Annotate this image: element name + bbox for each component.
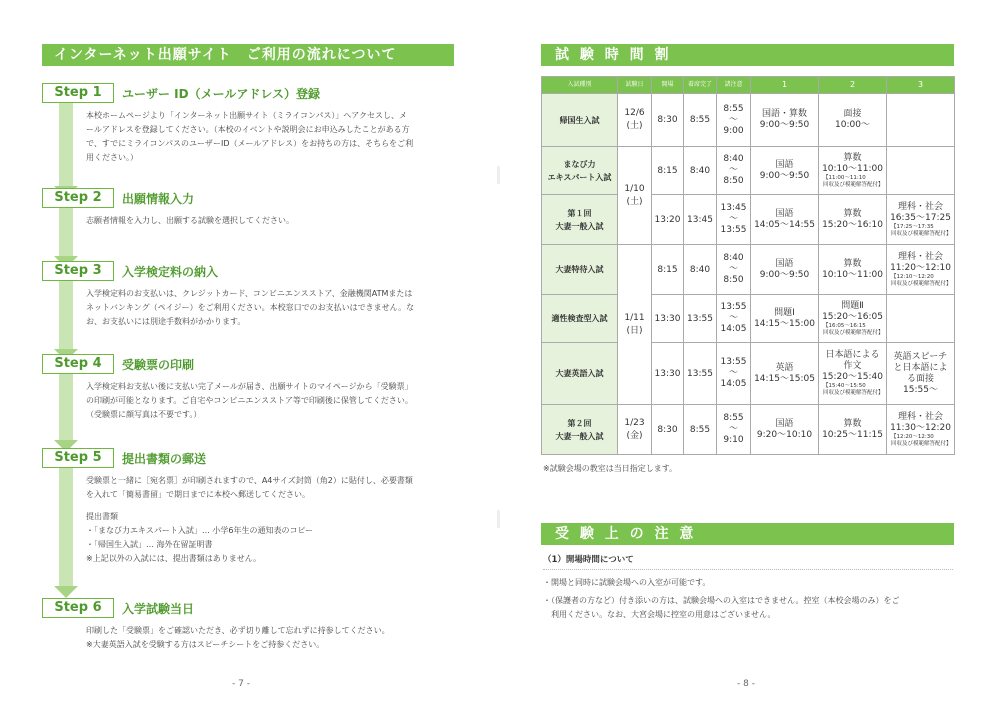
body-line: ※上記以外の入試には、提出書類はありません。 [86, 554, 262, 563]
body-line: の印刷が可能となります。ご自宅やコンビニエンスストア等で印刷後に保管してください。 [86, 396, 413, 405]
exam-type-cell: まなび力 エキスパート入試 [542, 147, 618, 195]
header-cell: 諸注意 [717, 77, 751, 94]
period2-cell [819, 94, 887, 147]
body-line: 提出書類 [86, 512, 118, 521]
seat-time-cell: 8:40 [684, 147, 717, 195]
period2-text: 日本語による 作文 15:20〜15:40 [822, 350, 883, 382]
seat-time-cell: 13:55 [684, 343, 717, 405]
period2-cell [819, 147, 887, 195]
left-page [42, 44, 454, 66]
seat-time-cell: 8:40 [684, 245, 717, 295]
exam-date-cell: 1/11 (日) [618, 245, 652, 405]
exam-date-cell: 1/10 (土) [618, 147, 652, 245]
seat-time-cell: 8:55 [684, 405, 717, 455]
step-5 [42, 448, 454, 566]
page-number-right: - 8 - [737, 679, 755, 689]
body-line: 志願者情報を入力し、出願する試験を選択してください。 [86, 216, 294, 225]
step-4 [42, 354, 454, 422]
notice-time-cell: 8:55 〜 9:00 [717, 94, 751, 147]
header-cell: 1 [751, 77, 819, 94]
open-time-cell: 8:15 [652, 245, 684, 295]
table-row [542, 94, 955, 147]
step-title: 提出書類の郵送 [122, 451, 207, 466]
body-line: 入学検定料お支払い後に支払い完了メールが届き、出願サイトのマイページから「受験票」 [86, 382, 413, 391]
header-cell: 着席完了 [684, 77, 717, 94]
open-time-cell: 8:30 [652, 94, 684, 147]
exam-schedule-table [541, 76, 955, 455]
period2-cell: 算数 10:10〜11:00 [819, 245, 887, 295]
step-body [86, 624, 454, 652]
table-row [542, 195, 955, 245]
period2-text: 面接 10:00〜 [835, 109, 870, 130]
period3-cell [887, 245, 955, 295]
right-page [541, 44, 954, 66]
period2-text: 問題Ⅱ 15:20〜16:05 [822, 300, 883, 322]
step-body [86, 214, 454, 228]
notice-time-cell: 13:45 〜 13:55 [717, 195, 751, 245]
body-line: （受験票に顔写真は不要です。） [86, 410, 202, 419]
page-number-left: - 7 - [232, 679, 250, 689]
period2-cell [819, 295, 887, 343]
step-label: Step 1 [42, 83, 114, 103]
period3-cell [887, 405, 955, 455]
notice-time-cell: 13:55 〜 14:05 [717, 343, 751, 405]
table-row [542, 343, 955, 405]
period2-text: 算数 10:10〜11:00 [822, 152, 883, 174]
step-body [86, 474, 454, 566]
step-body [86, 109, 454, 165]
period3-cell: 英語スピーチ と日本語によ る面接 15:55〜 [887, 343, 955, 405]
exam-type-cell: 大妻英語入試 [542, 343, 618, 405]
period2-cell: 算数 15:20〜16:10 [819, 195, 887, 245]
exam-type-cell: 帰国生入試 [542, 94, 618, 147]
open-time-cell: 13:20 [652, 195, 684, 245]
period3-cell [887, 147, 955, 195]
collection-note: 【16:05〜16:15 回収及び模範解答配付】 [823, 322, 884, 336]
period2-cell [819, 343, 887, 405]
table-note: ※試験会場の教室は当日指定します。 [543, 464, 678, 473]
schedule-banner: 試 験 時 間 割 [541, 44, 954, 66]
step-title: 受験票の印刷 [122, 357, 195, 372]
open-time-cell: 13:30 [652, 343, 684, 405]
step-label: Step 5 [42, 448, 114, 468]
table-header-row [542, 77, 955, 94]
table-row [542, 295, 955, 343]
caution-line: ・開場と同時に試験会場への入室が可能です。 [543, 578, 711, 587]
caution-subheading: （1）開場時間について [543, 553, 953, 570]
body-line: お、お支払いには別途手数料がかかります。 [86, 317, 246, 326]
body-line: 受験票と一緒に［宛名票］が印刷されますので、A4サイズ封筒（角2）に貼付し、必要書類 [86, 476, 413, 485]
step-label: Step 4 [42, 354, 114, 374]
body-line: で、すでにミライコンパスのユーザーID（メールアドレス）をお持ちの方は、そちらをご利 [86, 139, 414, 148]
caution-line: 利用ください。なお、大宮会場に控室の用意はございません。 [543, 610, 776, 619]
collection-note: 【12:10〜12:20 回収及び模範解答配付】 [891, 273, 952, 287]
body-line: ・「まなび力エキスパート入試」… 小学6年生の通知表のコピー [86, 526, 314, 535]
open-time-cell: 8:15 [652, 147, 684, 195]
period1-cell: 英語 14:15〜15:05 [751, 343, 819, 405]
step-title: 入学試験当日 [122, 601, 195, 616]
period3-cell [887, 295, 955, 343]
table-row [542, 147, 955, 195]
header-cell: 入試種別 [542, 77, 618, 94]
step-title: ユーザー ID（メールアドレス）登録 [122, 86, 321, 101]
body-line: 本校ホームページより「インターネット出願サイト（ミライコンパス）」へアクセスし、メ [86, 111, 407, 120]
caution-section [543, 553, 953, 626]
notice-time-cell: 8:40 〜 8:50 [717, 245, 751, 295]
step-6 [42, 598, 454, 652]
seat-time-cell: 13:45 [684, 195, 717, 245]
step-title: 出願情報入力 [122, 191, 195, 206]
period3-text: 理科・社会 11:20〜12:10 [890, 251, 951, 273]
exam-type-cell: 第１回 大妻一般入試 [542, 195, 618, 245]
seat-time-cell: 13:55 [684, 295, 717, 343]
collection-note: 【15:40〜15:50 回収及び模範解答配付】 [823, 383, 884, 396]
exam-type-cell: 適性検査型入試 [542, 295, 618, 343]
period1-cell: 国語 14:05〜14:55 [751, 195, 819, 245]
step-label: Step 6 [42, 598, 114, 618]
exam-date-cell: 1/23 (金) [618, 405, 652, 455]
page-fold-mark [497, 166, 500, 184]
step-body [86, 380, 454, 422]
caution-banner: 受 験 上 の 注 意 [541, 523, 954, 545]
seat-time-cell: 8:55 [684, 94, 717, 147]
notice-time-cell: 8:55 〜 9:10 [717, 405, 751, 455]
body-line: ・「帰国生入試」… 海外在留証明書 [86, 540, 213, 549]
period1-cell: 問題Ⅰ 14:15〜15:00 [751, 295, 819, 343]
period3-text: 理科・社会 16:35〜17:25 [890, 201, 951, 223]
notice-time-cell: 13:55 〜 14:05 [717, 295, 751, 343]
period1-cell: 国語 9:00〜9:50 [751, 147, 819, 195]
exam-type-cell: 第２回 大妻一般入試 [542, 405, 618, 455]
step-title: 入学検定料の納入 [122, 264, 219, 279]
body-line: 入学検定料のお支払いは、クレジットカード、コンビニエンスストア、金融機関ATMまたは [86, 289, 413, 298]
body-line: ネットバンキング（ペイジー）をご利用ください。本校窓口でのお支払いはできません。な [86, 303, 415, 312]
step-1 [42, 83, 454, 165]
page-fold-mark [497, 510, 500, 528]
step-3 [42, 261, 454, 329]
body-line: を入れて「簡易書留」で期日までに本校へ郵送してください。 [86, 490, 310, 499]
step-label: Step 3 [42, 261, 114, 281]
period1-cell: 国語・算数 9:00〜9:50 [751, 94, 819, 147]
header-cell: 試験日 [618, 77, 652, 94]
exam-type-cell: 大妻特待入試 [542, 245, 618, 295]
table-row [542, 245, 955, 295]
collection-note: 【17:25〜17:35 回収及び模範解答配付】 [891, 223, 952, 237]
body-line: 用ください。） [86, 153, 138, 162]
period1-cell: 国語 9:20〜10:10 [751, 405, 819, 455]
period2-cell: 算数 10:25〜11:15 [819, 405, 887, 455]
period3-cell [887, 94, 955, 147]
period1-cell: 国語 9:00〜9:50 [751, 245, 819, 295]
header-cell: 2 [819, 77, 887, 94]
header-cell: 3 [887, 77, 955, 94]
collection-note: 【12:20〜12:30 回収及び模範解答配付】 [891, 433, 952, 447]
caution-line: ・（保護者の方など）付き添いの方は、試験会場への入室はできません。控室（本校会場のみ）をご [543, 596, 900, 605]
header-cell: 開場 [652, 77, 684, 94]
body-line: ※大妻英語入試を受験する方はスピーチシートをご持参ください。 [86, 640, 325, 649]
exam-date-cell: 12/6 (土) [618, 94, 652, 147]
flow-banner: インターネット出願サイト ご利用の流れについて [42, 44, 454, 66]
collection-note: 【11:00〜11:10 回収及び模範解答配付】 [823, 174, 884, 188]
step-2 [42, 188, 454, 228]
table-row [542, 405, 955, 455]
notice-time-cell: 8:40 〜 8:50 [717, 147, 751, 195]
body-line: 印刷した「受験票」をご確認いただき、必ず切り離して忘れずに持参してください。 [86, 626, 390, 635]
body-line: ールアドレスを登録してください。（本校のイベントや説明会にお申込みしたことがある方 [86, 125, 410, 134]
step-label: Step 2 [42, 188, 114, 208]
open-time-cell: 8:30 [652, 405, 684, 455]
step-body [86, 287, 454, 329]
period3-cell [887, 195, 955, 245]
open-time-cell: 13:30 [652, 295, 684, 343]
period3-text: 理科・社会 11:30〜12:20 [890, 411, 951, 433]
